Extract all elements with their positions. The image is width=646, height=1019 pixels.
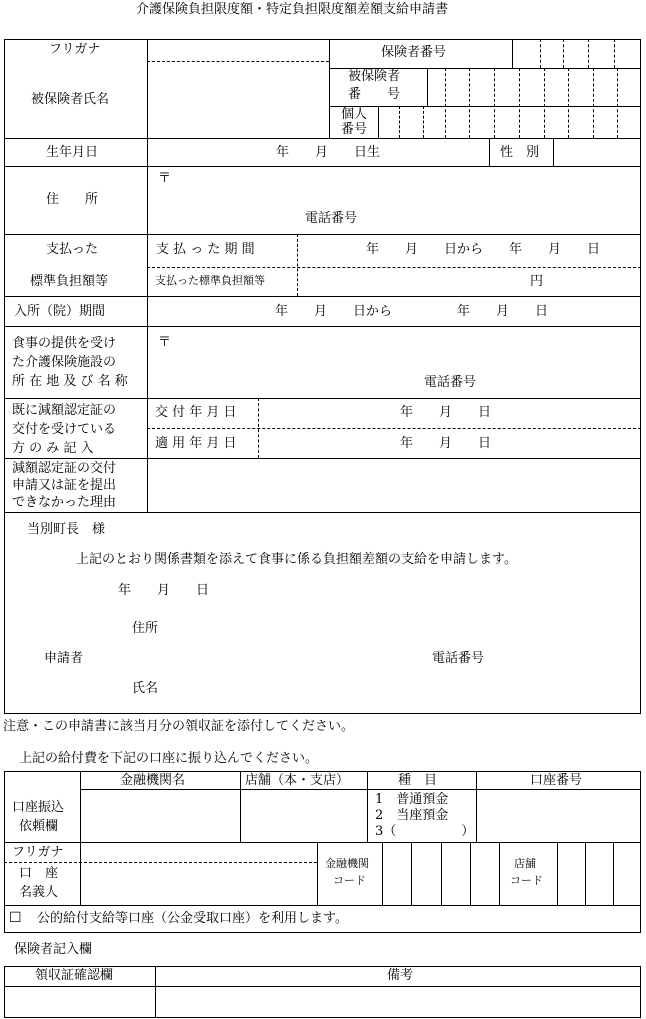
bank-intro: 上記の給付費を下記の口座に振り込んでください。 (19, 751, 319, 766)
receipt-check-header: 領収証確認欄 (35, 968, 114, 983)
paid-amount-field[interactable] (300, 269, 525, 294)
reduction-label-3: 方 の み 記 入 (12, 441, 94, 456)
address-field[interactable] (150, 168, 639, 208)
holder-label-1: 口 座 (19, 866, 59, 881)
reduction-label-2: 交付を受けている (12, 422, 117, 437)
holder-name-field[interactable] (82, 864, 315, 904)
institution-code-label-2: コード (333, 874, 366, 887)
issue-date-label: 交 付 年 月 日 (155, 405, 237, 420)
paid-label-1: 支払った (46, 242, 99, 257)
applicant-name-field[interactable] (165, 680, 605, 698)
admission-period-value[interactable]: 年 月 日から 年 月 日 (275, 304, 549, 319)
apply-date-value[interactable]: 年 月 日 (400, 436, 492, 451)
furigana-field[interactable] (150, 40, 326, 60)
insured-name-label: 被保険者氏名 (31, 92, 110, 107)
branch-field[interactable] (242, 791, 365, 840)
facility-field[interactable] (150, 328, 639, 373)
remarks-field[interactable] (157, 988, 639, 1016)
page-title: 介護保険負担限度額・特定負担限度額差額支給申請書 (136, 2, 449, 17)
holder-label-2: 名義人 (19, 885, 59, 900)
paid-amount-label: 支払った標準負担額等 (155, 274, 265, 287)
mayor-address: 当別町長 様 (27, 522, 106, 537)
address-label: 住 所 (46, 192, 99, 207)
applicant-address-field[interactable] (165, 620, 605, 638)
transfer-label-1: 口座振込 (12, 800, 65, 815)
applicant-label: 申請者 (44, 651, 84, 666)
institution-code-field[interactable] (384, 844, 497, 904)
insured-number-field[interactable] (429, 69, 640, 105)
reason-label-1: 減額認定証の交付 (12, 461, 117, 476)
bank-furigana-label: フリガナ (12, 845, 64, 860)
reason-label-3: できなかった理由 (12, 495, 117, 510)
account-type-2[interactable]: 2 当座預金 (375, 808, 449, 823)
paid-period-value[interactable]: 年 月 日から 年 月 日 (366, 242, 601, 257)
insurer-number-label: 保険者番号 (381, 45, 447, 60)
institution-header: 金融機関名 (120, 773, 186, 788)
transfer-label-2: 依頼欄 (19, 819, 59, 834)
birthdate-value[interactable]: 年 月 日生 (276, 145, 381, 160)
issue-date-value[interactable]: 年 月 日 (400, 405, 492, 420)
gender-label: 性 別 (500, 145, 540, 160)
facility-postal-mark: 〒 (158, 335, 172, 350)
personal-number-label-1: 個人 (341, 107, 368, 122)
furigana-label: フリガナ (49, 42, 101, 57)
remarks-header: 備考 (387, 968, 414, 983)
personal-number-label-2: 番号 (341, 122, 368, 137)
public-account-text: 公的給付支給等口座（公金受取口座）を利用します。 (37, 911, 348, 926)
branch-code-field[interactable] (559, 844, 639, 904)
yen-unit: 円 (530, 274, 544, 289)
birthdate-label: 生年月日 (46, 145, 99, 160)
receipt-check-field[interactable] (6, 988, 153, 1016)
applicant-phone-label: 電話番号 (432, 651, 485, 666)
paid-label-2: 標準負担額等 (30, 274, 109, 289)
declaration-statement: 上記のとおり関係書類を添えて食事に係る負担額差額の支給を申請します。 (76, 552, 517, 567)
institution-code-label-1: 金融機関 (325, 857, 369, 870)
admission-label: 入所（院）期間 (14, 304, 106, 319)
bank-furigana-field[interactable] (82, 844, 315, 861)
account-type-3[interactable]: 3（ ） (375, 824, 475, 839)
personal-number-field[interactable] (380, 107, 640, 137)
insured-name-field[interactable] (150, 63, 326, 136)
branch-code-label-1: 店舗 (514, 857, 536, 870)
reason-field[interactable] (150, 460, 639, 510)
branch-code-label-2: コード (510, 874, 543, 887)
facility-label-1: 食事の提供を受け (12, 336, 117, 351)
account-number-field[interactable] (478, 791, 639, 840)
account-number-header: 口座番号 (530, 773, 583, 788)
reduction-label-1: 既に減額認定証の (12, 403, 117, 418)
postal-mark: 〒 (158, 171, 172, 186)
reason-label-2: 申請又は証を提出 (12, 478, 117, 493)
applicant-name-label: 氏名 (132, 681, 159, 696)
facility-phone-label: 電話番号 (424, 375, 477, 390)
apply-date-label: 適 用 年 月 日 (155, 436, 237, 451)
gender-field[interactable] (555, 140, 640, 165)
insurer-number-field[interactable] (514, 40, 640, 67)
applicant-address-label: 住所 (132, 621, 159, 636)
branch-header: 店舗（本・支店） (245, 773, 350, 788)
insured-number-label-1: 被保険者 (348, 69, 401, 84)
attachment-note: 注意・この申請書に該当月分の領収証を添付してください。 (3, 719, 355, 734)
account-type-1[interactable]: 1 普通預金 (375, 792, 449, 807)
application-date[interactable]: 年 月 日 (118, 583, 210, 598)
facility-label-3: 所 在 地 及 び 名 称 (12, 374, 128, 389)
insurer-section-label: 保険者記入欄 (14, 942, 93, 957)
facility-label-2: た介護保険施設の (12, 355, 117, 370)
paid-period-label: 支 払 っ た 期 間 (156, 242, 255, 257)
insured-number-label-2: 番 号 (348, 87, 401, 102)
institution-field[interactable] (82, 791, 238, 840)
address-phone-label: 電話番号 (305, 211, 358, 226)
type-header: 種 目 (398, 773, 438, 788)
public-account-checkbox[interactable]: ☐ (9, 910, 22, 926)
